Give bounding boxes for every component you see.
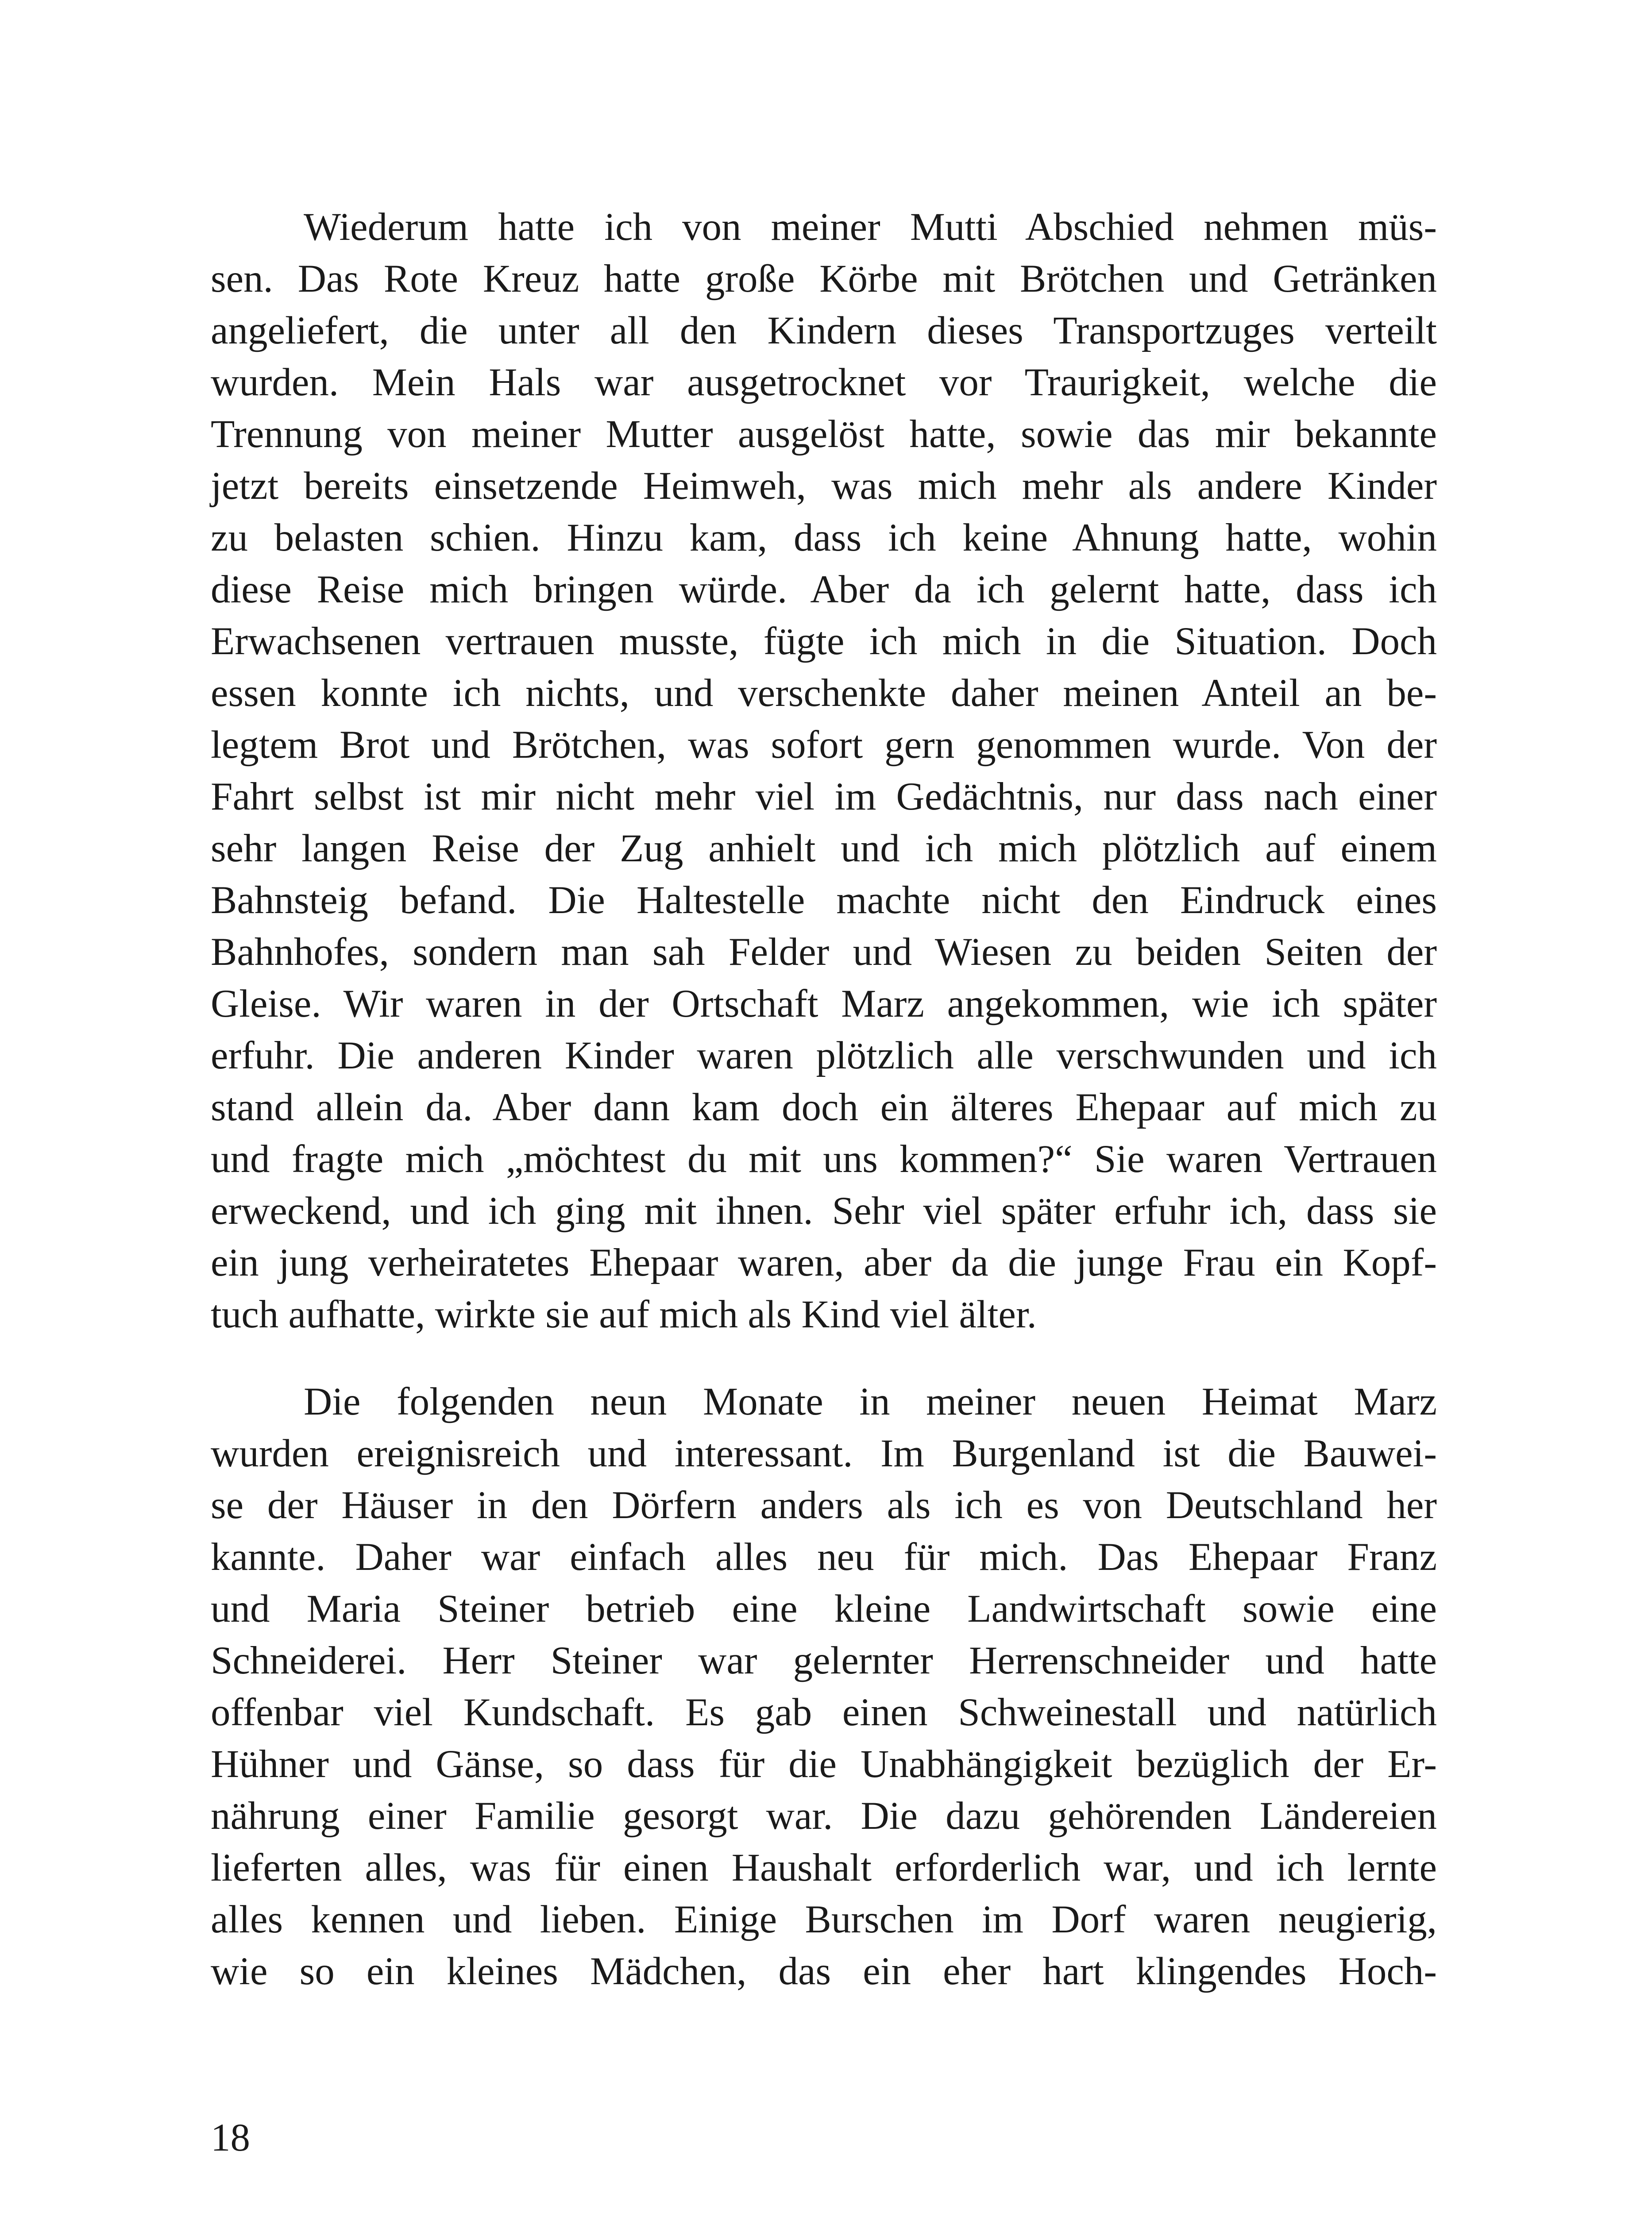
text-line: se der Häuser in den Dörfern anders als ich es von Deutschland her [211, 1484, 1437, 1527]
text-line: Trennung von meiner Mutter ausgelöst hatte, sowie das mir bekannte [211, 413, 1437, 456]
text-line: Fahrt selbst ist mir nicht mehr viel im Gedächtnis, nur dass nach einer [211, 775, 1437, 818]
text-line: lieferten alles, was für einen Haushalt erforderlich war, und ich lernte [211, 1846, 1437, 1889]
text-line: angeliefert, die unter all den Kindern dieses Transportzuges verteilt [211, 309, 1437, 352]
text-line: sen. Das Rote Kreuz hatte große Körbe mit Brötchen und Getränken [211, 257, 1437, 301]
text-line: legtem Brot und Brötchen, was sofort gern genommen wurde. Von der [211, 723, 1437, 767]
text-line: sehr langen Reise der Zug anhielt und ich mich plötzlich auf einem [211, 827, 1437, 870]
text-line: kannte. Daher war einfach alles neu für mich. Das Ehepaar Franz [211, 1535, 1437, 1579]
text-line: erweckend, und ich ging mit ihnen. Sehr viel später erfuhr ich, dass sie [211, 1189, 1437, 1233]
text-line: Gleise. Wir waren in der Ortschaft Marz angekommen, wie ich später [211, 982, 1437, 1026]
text-line: und fragte mich „möchtest du mit uns kommen?“ Sie waren Vertrauen [211, 1137, 1437, 1181]
page-number: 18 [211, 2116, 250, 2159]
text-line: ein jung verheiratetes Ehepaar waren, aber da die junge Frau ein Kopf- [211, 1241, 1437, 1284]
text-line: offenbar viel Kundschaft. Es gab einen Schweinestall und natürlich [211, 1691, 1437, 1734]
text-line: Die folgenden neun Monate in meiner neuen Heimat Marz [304, 1380, 1437, 1423]
text-line: Bahnsteig befand. Die Haltestelle machte nicht den Eindruck eines [211, 879, 1437, 922]
text-line: jetzt bereits einsetzende Heimweh, was mich mehr als andere Kinder [211, 464, 1437, 508]
text-line: erfuhr. Die anderen Kinder waren plötzlich alle verschwunden und ich [211, 1034, 1437, 1077]
text-line: diese Reise mich bringen würde. Aber da ich gelernt hatte, dass ich [211, 568, 1437, 611]
body-text [211, 201, 1437, 1997]
text-line: tuch aufhatte, wirkte sie auf mich als Kind viel älter. [211, 1293, 1037, 1336]
text-line: Erwachsenen vertrauen musste, fügte ich mich in die Situation. Doch [211, 620, 1437, 663]
text-line: Wiederum hatte ich von meiner Mutti Abschied nehmen müs- [304, 205, 1437, 249]
text-line: wurden ereignisreich und interessant. Im Burgenland ist die Bauwei- [211, 1432, 1437, 1475]
text-line: Bahnhofes, sondern man sah Felder und Wiesen zu beiden Seiten der [211, 930, 1437, 974]
text-line: zu belasten schien. Hinzu kam, dass ich keine Ahnung hatte, wohin [211, 516, 1437, 559]
text-line: alles kennen und lieben. Einige Burschen im Dorf waren neugierig, [211, 1898, 1437, 1941]
text-line: Hühner und Gänse, so dass für die Unabhängigkeit bezüglich der Er- [211, 1743, 1437, 1786]
text-line: Schneiderei. Herr Steiner war gelernter Herrenschneider und hatte [211, 1639, 1437, 1682]
text-line: nährung einer Familie gesorgt war. Die dazu gehörenden Ländereien [211, 1794, 1437, 1838]
text-line: wurden. Mein Hals war ausgetrocknet vor Traurigkeit, welche die [211, 361, 1437, 404]
text-line: stand allein da. Aber dann kam doch ein älteres Ehepaar auf mich zu [211, 1086, 1437, 1129]
paragraph-spacing [211, 1341, 1437, 1376]
text-line: wie so ein kleines Mädchen, das ein eher hart klingendes Hoch- [211, 1950, 1437, 1993]
text-line: essen konnte ich nichts, und verschenkte daher meinen Anteil an be- [211, 671, 1437, 715]
text-line: und Maria Steiner betrieb eine kleine Landwirtschaft sowie eine [211, 1587, 1437, 1631]
